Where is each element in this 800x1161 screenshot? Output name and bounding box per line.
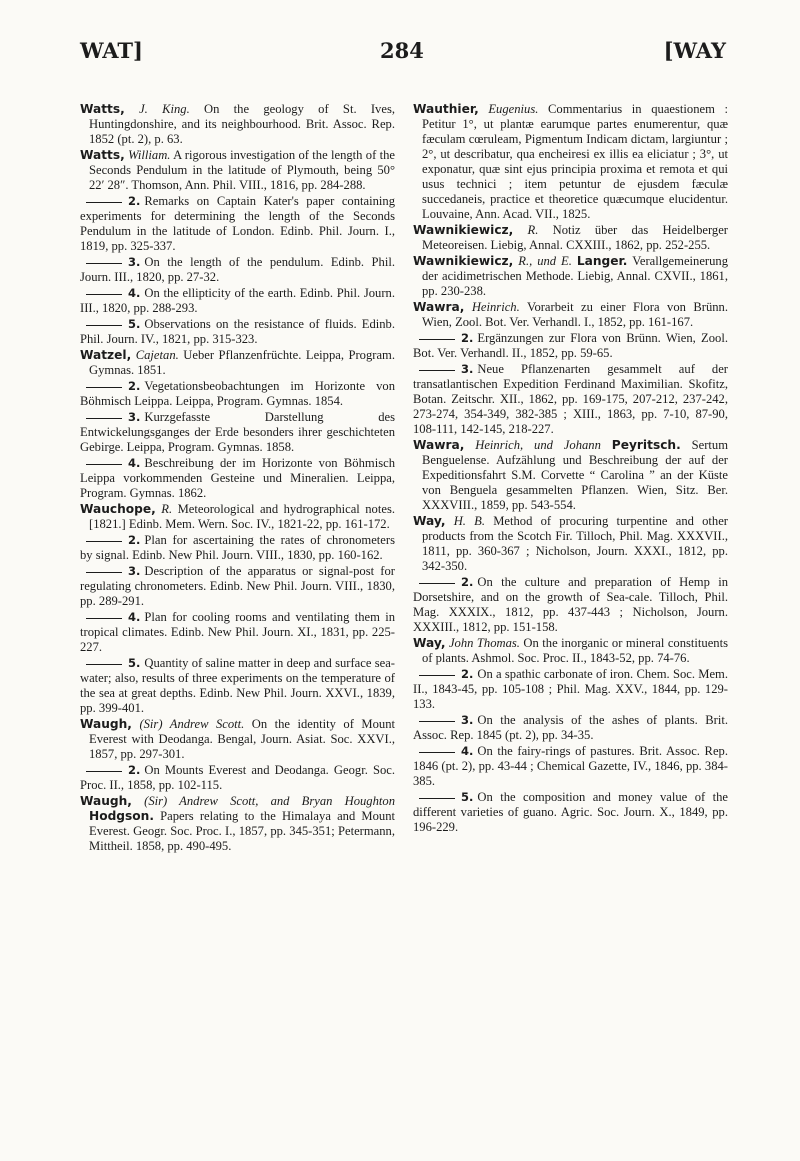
entry-number: 2.: [128, 763, 141, 777]
author-surname: Wauchope,: [80, 502, 156, 516]
coauthor-surname: Hodgson.: [89, 809, 154, 823]
ditto-dash: [419, 752, 455, 753]
author-given-name: (Sir) Andrew Scott.: [139, 717, 245, 731]
bibliography-subentry: [80, 610, 395, 655]
entry-text: Observations on the resistance of fluids. Edinb. Phil. Journ. IV., 1821, pp. 315-323.: [80, 317, 395, 346]
ditto-dash: [86, 664, 122, 665]
ditto-dash: [86, 294, 122, 295]
bibliography-subentry: [413, 575, 728, 635]
entry-number: 4.: [128, 456, 141, 470]
author-given-name: H. B.: [453, 514, 485, 528]
author-given-name: R.: [161, 502, 173, 516]
entry-text: Neue Pflanzenarten gesammelt auf der transatlantischen Expedition Ferdinand Maximilian. Skofitz, Botan. Zeitschr. XII., 1862, pp. 169-175, 207-212, 237-242, 273-274, 354-349, 382-385 ; XIII., 1863, pp. 7-10, 87-90, 108-111, 142-145, 218-227.: [413, 362, 728, 436]
entry-number: 2.: [461, 667, 474, 681]
bibliography-subentry: [80, 286, 395, 316]
author-given-name: Cajetan.: [135, 348, 179, 362]
bibliography-entry: [413, 102, 728, 222]
page-number: 284: [380, 38, 424, 63]
entry-text: On a spathic carbonate of iron. Chem. Soc. Mem. II., 1843-45, pp. 105-108 ; Phil. Mag. XXV., 1844, pp. 129-133.: [413, 667, 728, 711]
ditto-dash: [86, 263, 122, 264]
entry-text: Verallgemeinerung der acidimetrischen Methode. Liebig, Annal. CXVII., 1861, pp. 230-238.: [422, 254, 728, 298]
ditto-dash: [86, 418, 122, 419]
header-right-range: [WAY: [663, 38, 726, 63]
entry-text: Remarks on Captain Kater's paper containing experiments for determining the length of the Seconds Pendulum in the latitude of London. Edinb. Phil. Journ. I., 1819, pp. 325-337.: [80, 194, 395, 253]
bibliography-entry: [80, 148, 395, 193]
bibliography-entry: [413, 514, 728, 574]
entry-text: On the inorganic or mineral constituents of plants. Ashmol. Soc. Proc. II., 1843-52, pp. 74-76.: [422, 636, 728, 665]
author-surname: Way,: [413, 514, 446, 528]
ditto-dash: [86, 325, 122, 326]
entry-number: 2.: [461, 331, 474, 345]
author-surname: Way,: [413, 636, 446, 650]
ditto-dash: [86, 771, 122, 772]
page-header: [80, 38, 726, 74]
bibliography-subentry: [80, 763, 395, 793]
entry-text: Meteorological and hydrographical notes. [1821.] Edinb. Mem. Wern. Soc. IV., 1821-22, pp. 161-172.: [89, 502, 395, 531]
entry-text: On the geology of St. Ives, Huntingdonshire, and its neighbourhood. Brit. Assoc. Rep. 1852 (pt. 2), p. 63.: [89, 102, 395, 146]
entry-number: 5.: [128, 656, 141, 670]
bibliography-subentry: [413, 667, 728, 712]
entry-text: Plan for cooling rooms and ventilating them in tropical climates. Edinb. New Phil. Journ. XI., 1831, pp. 225-227.: [80, 610, 395, 654]
entry-text: Ergänzungen zur Flora von Brünn. Wien, Zool. Bot. Ver. Verhandl. II., 1852, pp. 59-65.: [413, 331, 728, 360]
author-given-name: John Thomas.: [448, 636, 520, 650]
entry-text: Plan for ascertaining the rates of chronometers by signal. Edinb. New Phil. Journ. VIII., 1830, pp. 160-162.: [80, 533, 395, 562]
bibliography-entry: [413, 223, 728, 253]
author-given-name: R.: [527, 223, 539, 237]
entry-number: 2.: [128, 533, 141, 547]
author-surname: Wawnikiewicz,: [413, 223, 514, 237]
entry-text: Vorarbeit zu einer Flora von Brünn. Wien, Zool. Bot. Ver. Verhandl. I., 1852, pp. 161-167.: [422, 300, 728, 329]
bibliography-subentry: [413, 362, 728, 437]
ditto-dash: [419, 721, 455, 722]
entry-number: 4.: [461, 744, 474, 758]
right-column: [413, 102, 728, 836]
author-surname: Wauthier,: [413, 102, 479, 116]
bibliography-entry: [80, 794, 395, 854]
bibliography-entry: [80, 717, 395, 762]
entry-text: Papers relating to the Himalaya and Mount Everest. Geogr. Soc. Proc. I., 1857, pp. 345-351; Petermann, Mittheil. 1858, pp. 490-495.: [89, 809, 395, 853]
bibliography-subentry: [80, 456, 395, 501]
bibliography-entry: [413, 300, 728, 330]
bibliography-subentry: [80, 379, 395, 409]
author-given-name: (Sir) Andrew Scott, and Bryan Houghton: [144, 794, 395, 808]
entry-text: On the analysis of the ashes of plants. Brit. Assoc. Rep. 1845 (pt. 2), pp. 34-35.: [413, 713, 728, 742]
bibliography-subentry: [413, 331, 728, 361]
ditto-dash: [86, 618, 122, 619]
entry-text: Beschreibung der im Horizonte von Böhmisch Leippa vorkommenden Gesteine und Mineralien. Leippa, Program. Gymnas. 1862.: [80, 456, 395, 500]
entry-number: 3.: [128, 255, 141, 269]
entry-number: 4.: [128, 286, 141, 300]
author-surname: Waugh,: [80, 717, 132, 731]
entry-text: Sertum Benguelense. Aufzählung und Beschreibung der auf der Expeditionsfahrt S.M. Corvette “ Carolina ” an der Küste von Benguela gesammelten Pflanzen. Wien, Sitz. Ber. XXXVIII., 1859, pp. 543-554.: [422, 438, 729, 512]
bibliography-subentry: [413, 790, 728, 835]
entry-text: On the length of the pendulum. Edinb. Phil. Journ. III., 1820, pp. 27-32.: [80, 255, 395, 284]
bibliography-subentry: [413, 713, 728, 743]
ditto-dash: [419, 370, 455, 371]
entry-number: 3.: [128, 564, 141, 578]
author-surname: Waugh,: [80, 794, 132, 808]
entry-text: On the fairy-rings of pastures. Brit. Assoc. Rep. 1846 (pt. 2), pp. 43-44 ; Chemical Gazette, IV., 1846, pp. 384-385.: [413, 744, 728, 788]
entry-text: Notiz über das Heidelberger Meteoreisen. Liebig, Annal. CXXIII., 1862, pp. 252-255.: [422, 223, 728, 252]
bibliography-subentry: [413, 744, 728, 789]
author-surname: Wawra,: [413, 300, 465, 314]
ditto-dash: [419, 675, 455, 676]
entry-text: On Mounts Everest and Deodanga. Geogr. Soc. Proc. II., 1858, pp. 102-115.: [80, 763, 395, 792]
bibliography-subentry: [80, 410, 395, 455]
coauthor-surname: Peyritsch.: [611, 438, 681, 452]
entry-text: A rigorous investigation of the length of the Seconds Pendulum in the latitude of Plymouth, being 50° 22′ 28″. Thomson, Ann. Phil. VIII., 1816, pp. 284-288.: [89, 148, 395, 192]
bibliography-subentry: [80, 255, 395, 285]
entry-number: 3.: [461, 362, 474, 376]
entry-number: 2.: [461, 575, 474, 589]
entry-text: On the identity of Mount Everest with Deodanga. Bengal, Journ. Asiat. Soc. XXVI., 1857, pp. 297-301.: [89, 717, 395, 761]
ditto-dash: [86, 572, 122, 573]
entry-number: 3.: [461, 713, 474, 727]
bibliography-subentry: [80, 656, 395, 716]
author-surname: Wawnikiewicz,: [413, 254, 514, 268]
entry-text: Vegetationsbeobachtungen im Horizonte von Böhmisch Leippa. Leippa, Program. Gymnas. 1854.: [80, 379, 395, 408]
author-surname: Watts,: [80, 102, 125, 116]
entry-text: On the ellipticity of the earth. Edinb. Phil. Journ. III., 1820, pp. 288-293.: [80, 286, 395, 315]
bibliography-subentry: [80, 533, 395, 563]
entry-text: Kurzgefasste Darstellung des Entwickelungsganges der Erde besonders ihrer geschichteten Gebirge. Leippa, Program. Gymnas. 1858.: [80, 410, 395, 454]
entry-number: 2.: [128, 194, 141, 208]
bibliography-subentry: [80, 194, 395, 254]
entry-text: On the culture and preparation of Hemp in Dorsetshire, and on the growth of Sea-cale. Tilloch, Phil. Mag. XXXIX., 1812, pp. 437-443 ; Nicholson, Journ. XXXIII., 1812, pp. 151-158.: [413, 575, 728, 634]
entry-text: Method of procuring turpentine and other products from the Scotch Fir. Tilloch, Phil. Mag. XXXVII., 1811, pp. 360-367 ; Nicholson, Journ. XXXI., 1812, pp. 342-350.: [422, 514, 728, 573]
author-given-name: R., und E.: [518, 254, 572, 268]
entry-text: Commentarius in quaestionem : Petitur 1°, ut plantæ earumque partes enumerentur, quæ fæculam cœruleam, Pigmentum Indicam dictam, largiuntur ; 2°, ut describatur, qua encheiresi ex illis ea eliciatur ; 3°, ut exponatur, quæ sint ejus principia proxima et remota et qui usus technici ; item petuntur de ejusdem fæculæ succedaneis, practice et theoretice quæcumque elucidentur. Louvaine, Ann. Acad. VII., 1825.: [422, 102, 729, 221]
author-given-name: J. King.: [139, 102, 190, 116]
author-surname: Wawra,: [413, 438, 465, 452]
bibliography-entry: [413, 254, 728, 299]
header-left-range: WAT]: [80, 38, 143, 63]
bibliography-entry: [413, 438, 728, 513]
ditto-dash: [419, 583, 455, 584]
entry-text: Ueber Pflanzenfrüchte. Leippa, Program. Gymnas. 1851.: [89, 348, 395, 377]
author-surname: Watts,: [80, 148, 125, 162]
entry-number: 4.: [128, 610, 141, 624]
ditto-dash: [419, 339, 455, 340]
bibliography-entry: [80, 502, 395, 532]
entry-text: On the composition and money value of the different varieties of guano. Agric. Soc. Journ. X., 1849, pp. 196-229.: [413, 790, 728, 834]
entry-number: 2.: [128, 379, 141, 393]
entry-text: Description of the apparatus or signal-post for regulating chronometers. Edinb. New Phil. Journ. VIII., 1830, pp. 289-291.: [80, 564, 395, 608]
author-surname: Watzel,: [80, 348, 132, 362]
author-given-name: Heinrich.: [471, 300, 520, 314]
bibliography-entry: [80, 348, 395, 378]
bibliography-subentry: [80, 564, 395, 609]
author-given-name: Heinrich, und Johann: [475, 438, 601, 452]
bibliography-entry: [413, 636, 728, 666]
entry-text: Quantity of saline matter in deep and surface sea-water; also, results of three experiments on the temperature of the sea at great depths. Edinb. New Phil. Journ. XXVI., 1839, pp. 399-401.: [80, 656, 395, 715]
entry-number: 5.: [128, 317, 141, 331]
bibliography-subentry: [80, 317, 395, 347]
author-given-name: Eugenius.: [488, 102, 539, 116]
entry-number: 5.: [461, 790, 474, 804]
left-column: [80, 102, 395, 855]
ditto-dash: [86, 387, 122, 388]
coauthor-surname: Langer.: [576, 254, 628, 268]
entry-number: 3.: [128, 410, 141, 424]
ditto-dash: [86, 202, 122, 203]
ditto-dash: [419, 798, 455, 799]
ditto-dash: [86, 464, 122, 465]
author-given-name: William.: [128, 148, 171, 162]
ditto-dash: [86, 541, 122, 542]
bibliography-entry: [80, 102, 395, 147]
